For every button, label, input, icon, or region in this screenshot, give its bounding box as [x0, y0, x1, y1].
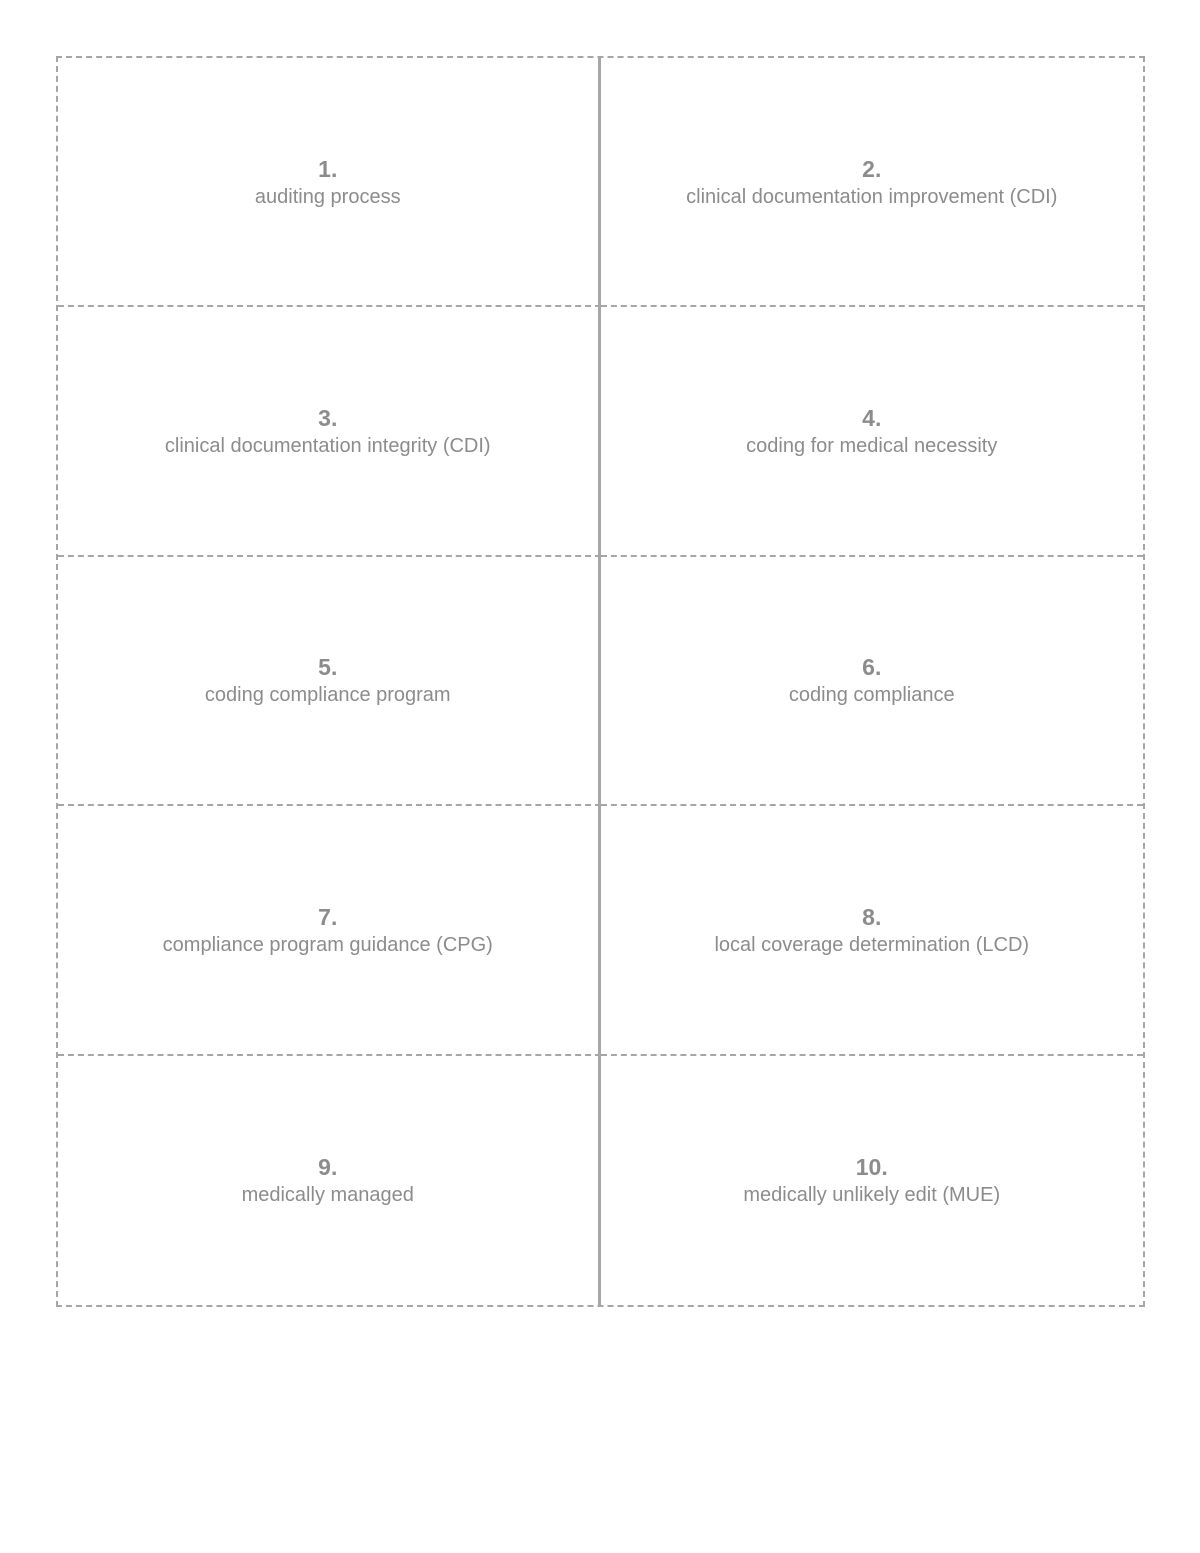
card-term: clinical documentation integrity (CDI)	[164, 435, 491, 458]
flashcard	[601, 58, 1144, 307]
flashcard	[601, 806, 1144, 1055]
flashcard	[58, 1056, 601, 1305]
card-term: clinical documentation improvement (CDI)	[686, 185, 1058, 208]
flashcard	[58, 58, 601, 307]
card-number: 6.	[862, 654, 882, 681]
flashcard	[58, 557, 601, 806]
card-term: auditing process	[254, 185, 401, 208]
card-number: 3.	[318, 405, 338, 432]
card-number: 9.	[318, 1154, 338, 1181]
card-number: 7.	[318, 903, 338, 930]
card-term: coding compliance program	[204, 684, 451, 707]
card-number: 1.	[318, 155, 338, 182]
card-term: coding for medical necessity	[746, 435, 998, 458]
flashcard	[58, 806, 601, 1055]
card-number: 8.	[862, 903, 882, 930]
card-number: 2.	[862, 155, 882, 182]
card-term: medically unlikely edit (MUE)	[743, 1184, 1001, 1207]
flashcard	[601, 307, 1144, 556]
card-number: 10.	[855, 1154, 888, 1181]
flashcard	[601, 1056, 1144, 1305]
card-term: compliance program guidance (CPG)	[162, 933, 493, 956]
card-number: 5.	[318, 654, 338, 681]
card-term: coding compliance	[788, 684, 955, 707]
flashcard	[601, 557, 1144, 806]
card-term: local coverage determination (LCD)	[714, 933, 1030, 956]
flashcard-sheet	[56, 56, 1145, 1307]
card-term: medically managed	[241, 1184, 414, 1207]
card-number: 4.	[862, 405, 882, 432]
flashcard	[58, 307, 601, 556]
